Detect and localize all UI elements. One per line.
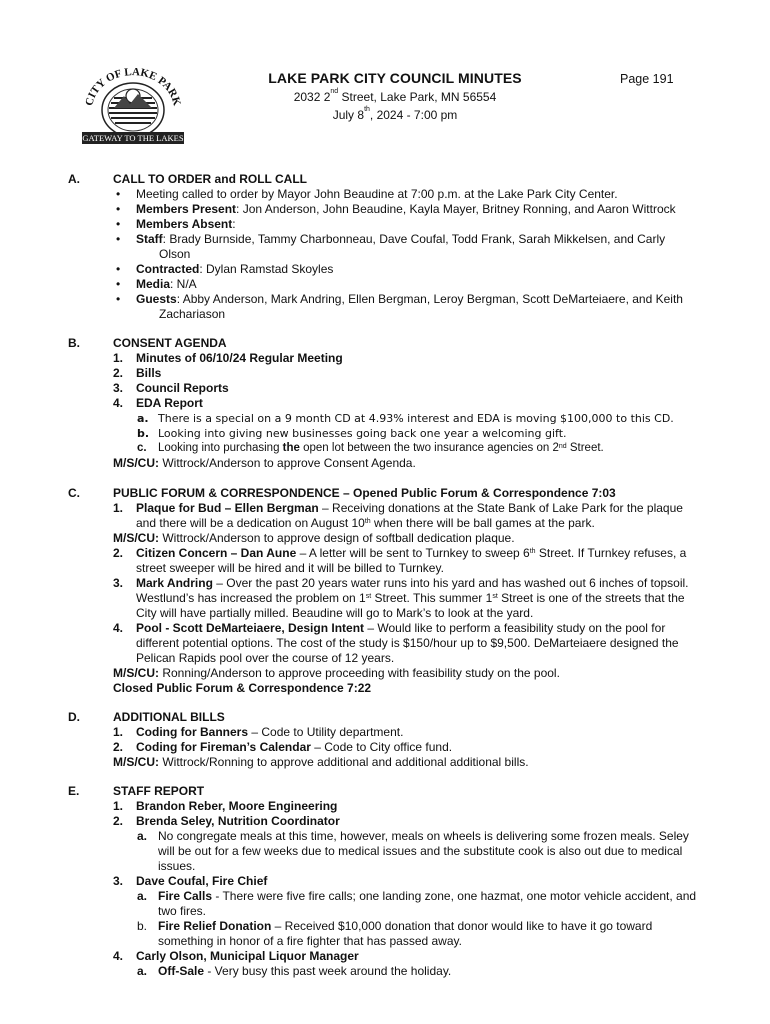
sub-item: a. There is a special on a 9 month CD at 4.93% interest and EDA is moving $100,000 to this CD. <box>137 412 674 425</box>
list-item-continuation: different potential options. The cost of the study is $150/hour up to $9,500. DeMarteiaere designed the <box>136 636 679 650</box>
list-item: 2. Coding for Fireman’s Calendar – Code to City office fund. <box>113 740 453 754</box>
sub-item-continuation: will be out for a few weeks due to medical issues and the substitute cook is also out due to medical <box>158 844 683 858</box>
section-consent-agenda <box>68 336 728 471</box>
list-item: • Members Present: Jon Anderson, John Beaudine, Kayla Mayer, Britney Ronning, and Aaron Wittrock <box>113 202 728 217</box>
list-item: • Media: N/A <box>113 277 728 292</box>
section-letter: C. <box>68 486 80 500</box>
section-heading: CONSENT AGENDA <box>113 336 227 350</box>
sub-item: b. Fire Relief Donation – Received $10,000 donation that donor would like to have it go toward <box>137 919 653 933</box>
list-item: 1. Plaque for Bud – Ellen Bergman – Receiving donations at the State Bank of Lake Park for the plaque <box>113 501 683 515</box>
list-item: 1. Coding for Banners – Code to Utility department. <box>113 725 404 739</box>
list-item: 3. Dave Coufal, Fire Chief <box>113 874 268 888</box>
logo-arc-text: CITY OF LAKE PARK <box>83 66 183 108</box>
section-heading: STAFF REPORT <box>113 784 205 798</box>
section-staff-report <box>68 784 728 979</box>
list-item: • Staff: Brady Burnside, Tammy Charbonneau, Dave Coufal, Todd Frank, Sarah Mikkelsen, and Carly <box>113 232 728 247</box>
list-item-continuation: Pelican Rapids pool over the course of 12 years. <box>136 651 395 665</box>
motion-line: M/S/CU: Wittrock/Ronning to approve additional and additional additional bills. <box>113 755 529 769</box>
list-item-continuation: City will have partially milled. Beaudine will go to Mark’s to look at the yard. <box>136 606 534 620</box>
section-public-forum <box>68 486 728 696</box>
logo-banner: GATEWAY TO THE LAKES <box>82 133 184 143</box>
motion-line: M/S/CU: Ronning/Anderson to approve proceeding with feasibility study on the pool. <box>113 666 560 680</box>
page-number: Page 191 <box>620 72 674 86</box>
section-call-to-order <box>68 172 728 322</box>
document-header <box>240 70 550 122</box>
list-item: 3. Council Reports <box>113 381 229 395</box>
list-item: 4. Carly Olson, Municipal Liquor Manager <box>113 949 359 963</box>
list-item-continuation: Westlund’s has increased the problem on 1st Street. This summer 1st Street is one of the streets that the <box>136 591 685 605</box>
sub-item: a. Fire Calls - There were five fire calls; one landing zone, one hazmat, one motor vehicle accident, and <box>137 889 697 903</box>
list-item-continuation: Olson <box>159 247 191 261</box>
list-item: 1. Minutes of 06/10/24 Regular Meeting <box>113 351 343 365</box>
list-item-continuation: and there will be a dedication on August 10th when there will be ball games at the park. <box>136 516 595 530</box>
list-item: 2. Brenda Seley, Nutrition Coordinator <box>113 814 340 828</box>
list-item: 4. Pool - Scott DeMarteiaere, Design Intent – Would like to perform a feasibility study on the pool for <box>113 621 666 635</box>
section-additional-bills <box>68 710 728 770</box>
section-letter: B. <box>68 336 80 350</box>
list-item: 4. EDA Report <box>113 396 203 410</box>
list-item-continuation: Zachariason <box>159 307 226 321</box>
sub-item-continuation: two fires. <box>158 904 207 918</box>
section-heading: PUBLIC FORUM & CORRESPONDENCE – Opened Public Forum & Correspondence 7:03 <box>113 486 616 500</box>
list-item: • Meeting called to order by Mayor John Beaudine at 7:00 p.m. at the Lake Park City Center. <box>113 187 728 202</box>
list-item: • Contracted: Dylan Ramstad Skoyles <box>113 262 728 277</box>
list-item: • Guests: Abby Anderson, Mark Andring, Ellen Bergman, Leroy Bergman, Scott DeMarteiaere, and Keith <box>113 292 728 307</box>
section-heading: CALL TO ORDER and ROLL CALL <box>113 172 307 186</box>
list-item: 3. Mark Andring – Over the past 20 years water runs into his yard and has washed out 6 inches of topsoil. <box>113 576 689 590</box>
closed-forum-line: Closed Public Forum & Correspondence 7:22 <box>113 681 372 695</box>
city-logo <box>78 66 188 148</box>
sub-item-continuation: issues. <box>158 859 196 873</box>
meeting-date: July 8th, 2024 - 7:00 pm <box>332 106 458 122</box>
list-item: 2. Citizen Concern – Dan Aune – A letter will be sent to Turnkey to sweep 6th Street. If Turnkey refuses, a <box>113 546 687 560</box>
sub-item: a. Off-Sale - Very busy this past week around the holiday. <box>137 964 452 978</box>
motion-line: M/S/CU: Wittrock/Anderson to approve Consent Agenda. <box>113 456 416 470</box>
section-letter: E. <box>68 784 80 798</box>
list-item: • Members Absent: <box>113 217 728 232</box>
sub-item: b. Looking into giving new businesses going back one year a welcoming gift. <box>137 427 567 440</box>
section-letter: A. <box>68 172 80 186</box>
list-item: 1. Brandon Reber, Moore Engineering <box>113 799 338 813</box>
sub-item-continuation: something in honor of a fire fighter that has passed away. <box>158 934 462 948</box>
section-heading: ADDITIONAL BILLS <box>113 710 225 724</box>
motion-line: M/S/CU: Wittrock/Anderson to approve design of softball dedication plaque. <box>113 531 515 545</box>
address-line: 2032 2nd Street, Lake Park, MN 56554 <box>293 88 497 104</box>
sub-item: a. No congregate meals at this time, however, meals on wheels is delivering some frozen meals. Seley <box>137 829 689 843</box>
list-item: 2. Bills <box>113 366 162 380</box>
list-item-continuation: street sweeper will be hired and it will be billed to Turnkey. <box>136 561 444 575</box>
sub-item: c. Looking into purchasing the open lot between the two insurance agencies on 2nd Street. <box>137 442 604 454</box>
section-letter: D. <box>68 710 80 724</box>
document-title: LAKE PARK CITY COUNCIL MINUTES <box>268 70 522 86</box>
